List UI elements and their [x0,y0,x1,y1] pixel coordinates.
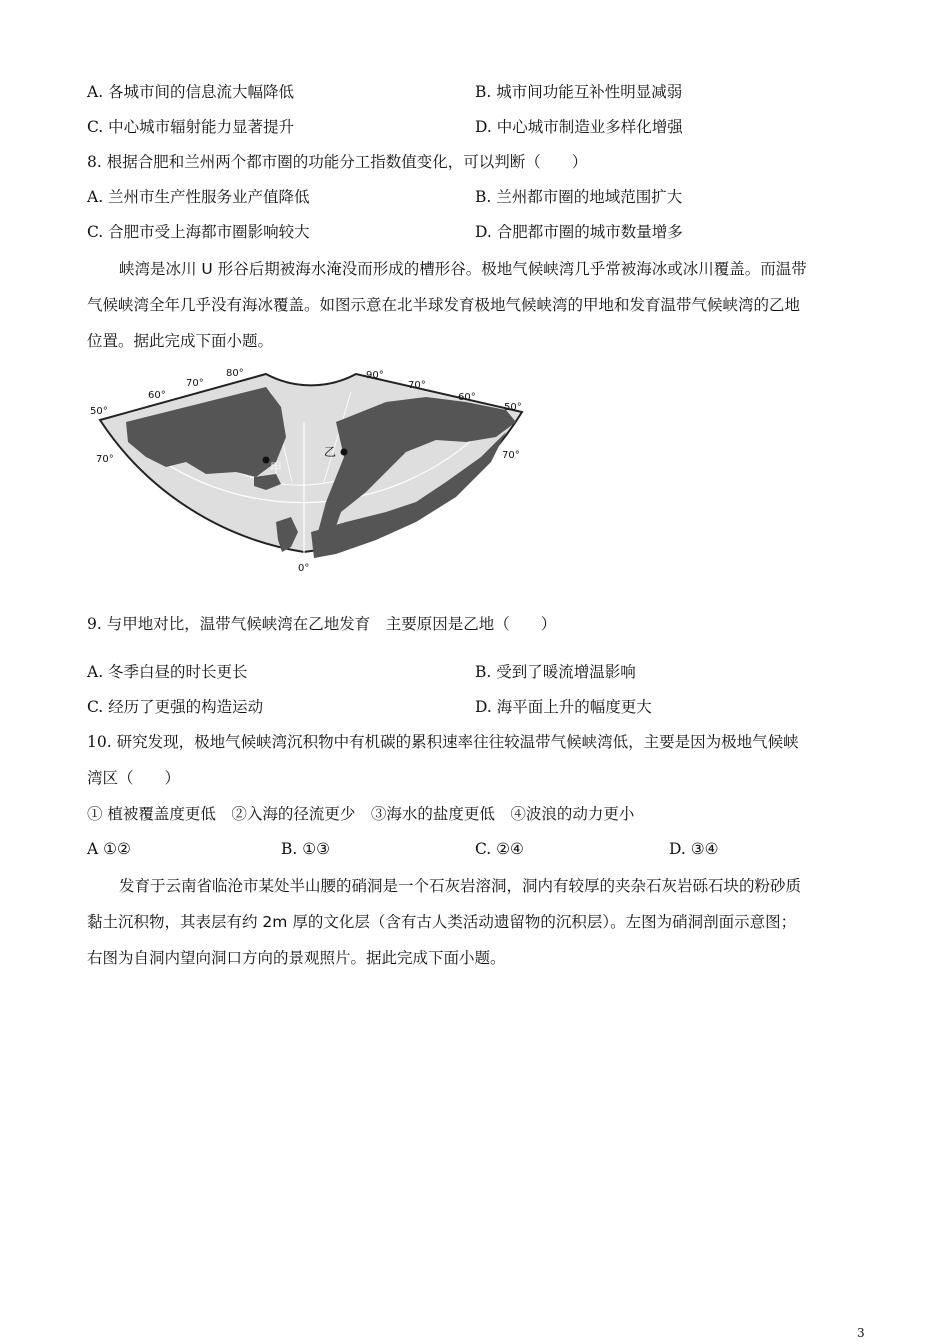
q10-option-c: C. ②④ [475,840,524,858]
passage1-line1: 峡湾是冰川 U 形谷后期被海水淹没而形成的槽形谷。极地气候峡湾几乎常被海冰或冰川覆盖。而温带 [119,260,807,278]
q9-option-d: D. 海平面上升的幅度更大 [475,698,652,716]
passage2-line2: 黏土沉积物，其表层有约 2m 厚的文化层（含有古人类活动遗留物的沉积层）。左图为硝洞剖面示意图； [87,913,797,931]
q7-option-d: D. 中心城市制造业多样化增强 [475,118,683,136]
site-yi-marker [341,449,348,456]
lon-label: 70° [186,378,204,389]
lon-label: 0° [298,563,310,574]
q10-stem-line1: 10. 研究发现，极地气候峡湾沉积物中有机碳的累积速率往往较温带气候峡湾低，主要是因为极地气候峡 [87,733,799,751]
passage2-line1: 发育于云南省临沧市某处半山腰的硝洞是一个石灰岩溶洞，洞内有较厚的夹杂石灰岩砾石块的粉砂质 [119,877,802,895]
q10-stem-line2: 湾区（ ） [87,769,181,787]
lon-label: 50° [504,402,522,413]
q10-option-b: B. ①③ [281,840,331,858]
q10-option-a: A ①② [87,840,131,858]
q7-option-c: C. 中心城市辐射能力显著提升 [87,118,295,136]
q8-stem: 8. 根据合肥和兰州两个都市圈的功能分工指数值变化，可以判断（ ） [87,153,588,171]
site-jia-marker [263,457,270,464]
lat-label: 70° [96,454,114,465]
q8-option-b: B. 兰州都市圈的地域范围扩大 [475,188,683,206]
lon-label: 60° [458,392,476,403]
lon-label: 90° [366,370,384,381]
lon-label: 80° [226,368,244,379]
passage1-line3: 位置。据此完成下面小题。 [87,332,274,350]
lon-label: 60° [148,390,166,401]
q9-option-a: A. 冬季白昼的时长更长 [87,663,248,681]
fjord-location-map [86,362,530,576]
passage2-line3: 右图为自洞内望向洞口方向的景观照片。据此完成下面小题。 [87,949,506,967]
lat-label: 70° [502,450,520,461]
site-jia-label: 甲 [270,461,283,475]
passage1-line2: 气候峡湾全年几乎没有海冰覆盖。如图示意在北半球发育极地气候峡湾的甲地和发育温带气候峡湾的乙地 [87,296,801,314]
q9-option-c: C. 经历了更强的构造运动 [87,698,264,716]
q9-option-b: B. 受到了暖流增温影响 [475,663,636,681]
lon-label: 70° [408,380,426,391]
q9-stem: 9. 与甲地对比，温带气候峡湾在乙地发育 主要原因是乙地（ ） [87,615,557,633]
q10-option-d: D. ③④ [669,840,719,858]
lon-label: 50° [90,406,108,417]
q8-option-a: A. 兰州市生产性服务业产值降低 [87,188,310,206]
q7-option-b: B. 城市间功能互补性明显减弱 [475,83,683,101]
q8-option-d: D. 合肥都市圈的城市数量增多 [475,223,683,241]
q7-option-a: A. 各城市间的信息流大幅降低 [87,83,295,101]
q8-option-c: C. 合肥市受上海都市圈影响较大 [87,223,310,241]
q10-items: ① 植被覆盖度更低 ②入海的径流更少 ③海水的盐度更低 ④波浪的动力更小 [87,805,635,823]
page-number: 3 [857,1326,865,1340]
site-yi-label: 乙 [324,445,337,459]
